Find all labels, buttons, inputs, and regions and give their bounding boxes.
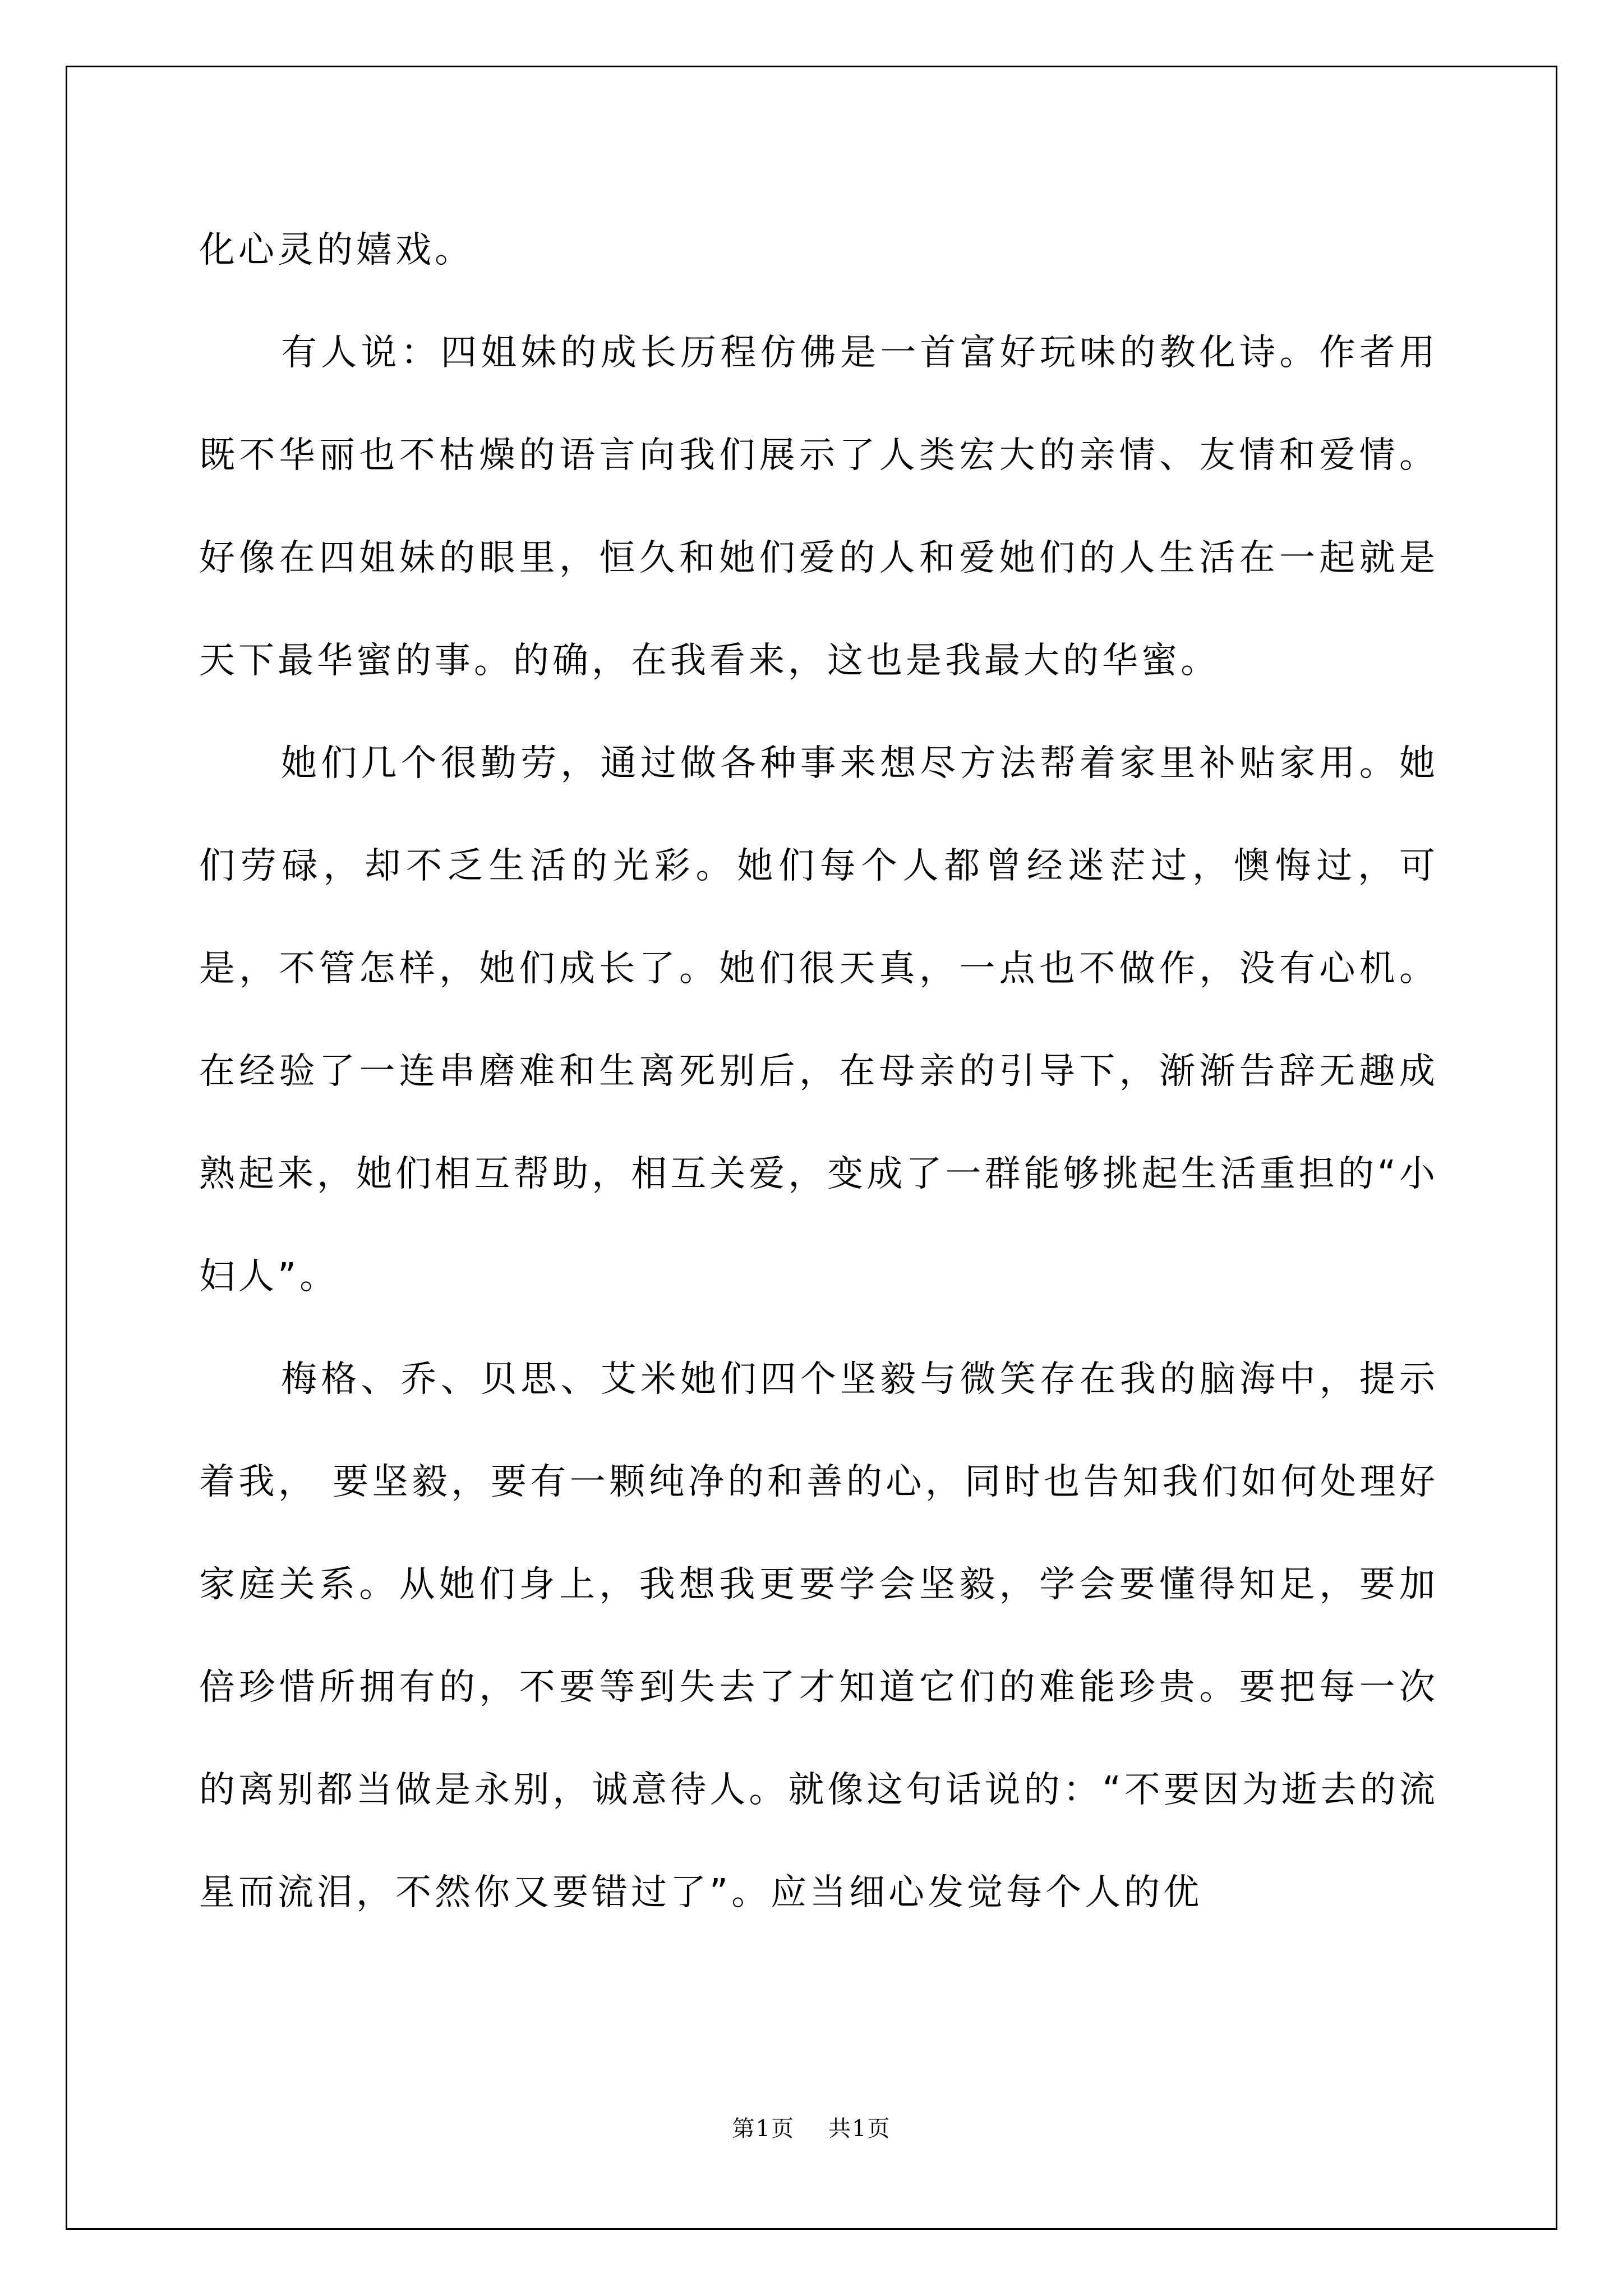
page-footer bbox=[0, 2111, 1623, 2143]
paragraph-2: 有人说：四姐妹的成长历程仿佛是一首富好玩味的教化诗。作者用既不华丽也不枯燥的语言向我们展示了人类宏大的亲情、友情和爱情。好像在四姐妹的眼里，恒久和她们爱的人和爱她们的人生活在一起就是天下最华蜜的事。的确，在我看来，这也是我最大的华蜜。 bbox=[199, 332, 1438, 682]
document-body bbox=[199, 199, 1438, 1944]
paragraph-4: 梅格、乔、贝思、艾米她们四个坚毅与微笑存在我的脑海中，提示着我， 要坚毅，要有一颗纯净的和善的心，同时也告知我们如何处理好家庭关系。从她们身上，我想我更要学会坚毅，学会要懂得知足，要加倍珍惜所拥有的，不要等到失去了才知道它们的难能珍贵。要把每一次的离别都当做是永别，诚意待人。就像这句话说的：“不要因为逝去的流星而流泪，不然你又要错过了”。应当细心发觉每个人的优 bbox=[199, 1359, 1438, 1913]
page-total: 共1页 bbox=[828, 2116, 891, 2142]
paragraph-1: 化心灵的嬉戏。 bbox=[199, 229, 474, 271]
page-number: 第1页 bbox=[732, 2116, 795, 2142]
paragraph-3: 她们几个很勤劳，通过做各种事来想尽方法帮着家里补贴家用。她们劳碌，却不乏生活的光彩。她们每个人都曾经迷茫过，懊悔过，可是，不管怎样，她们成长了。她们很天真，一点也不做作，没有心机。在经验了一连串磨难和生离死别后，在母亲的引导下，渐渐告辞无趣成熟起来，她们相互帮助，相互关爱，变成了一群能够挑起生活重担的“小妇人”。 bbox=[199, 743, 1438, 1297]
